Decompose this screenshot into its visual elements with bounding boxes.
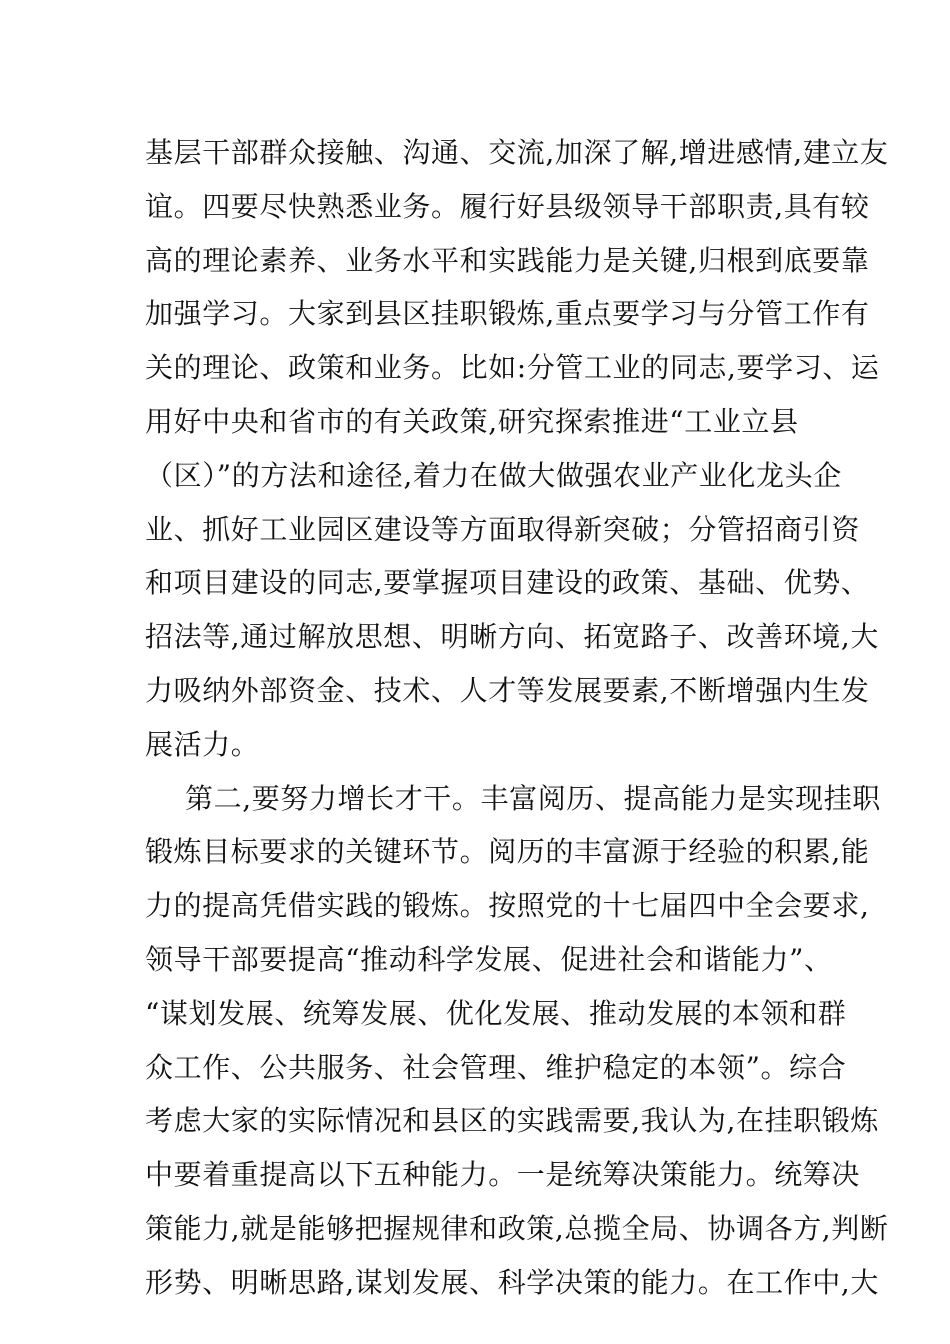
body-text bbox=[145, 126, 889, 1310]
text-line: 展活力。 bbox=[145, 727, 260, 761]
text-line: 谊。四要尽快熟悉业务。履行好县级领导干部职责,具有较 bbox=[145, 189, 870, 223]
text-line: （区）”的方法和途径,着力在做大做强农业产业化龙头企 bbox=[145, 458, 842, 492]
text-line: 力的提高凭借实践的锻炼。按照党的十七届四中全会要求, bbox=[145, 889, 870, 923]
text-line: 形势、明晰思路,谋划发展、科学决策的能力。在工作中,大 bbox=[145, 1265, 880, 1299]
text-line: 和项目建设的同志,要掌握项目建设的政策、基础、优势、 bbox=[145, 566, 870, 600]
text-line: 业、抓好工业园区建设等方面取得新突破；分管招商引资 bbox=[145, 512, 861, 546]
text-line: 加强学习。大家到县区挂职锻炼,重点要学习与分管工作有 bbox=[145, 297, 870, 331]
text-line: 众工作、公共服务、社会管理、维护稳定的本领”。综合 bbox=[145, 1050, 847, 1084]
text-line: 中要着重提高以下五种能力。一是统筹决策能力。统筹决 bbox=[145, 1158, 861, 1192]
text-line: “谋划发展、统筹发展、优化发展、推动发展的本领和群 bbox=[145, 996, 847, 1030]
text-line: 考虑大家的实际情况和县区的实践需要,我认为,在挂职锻炼 bbox=[145, 1104, 880, 1138]
text-line: 策能力,就是能够把握规律和政策,总揽全局、协调各方,判断 bbox=[145, 1211, 889, 1245]
paragraph-start-line: 第二,要努力增长才干。丰富阅历、提高能力是实现挂职 bbox=[185, 781, 881, 815]
text-line: 高的理论素养、业务水平和实践能力是关键,归根到底要靠 bbox=[145, 243, 870, 277]
text-line: 力吸纳外部资金、技术、人才等发展要素,不断增强内生发 bbox=[145, 673, 870, 707]
text-line: 用好中央和省市的有关政策,研究探索推进“工业立县 bbox=[145, 404, 799, 438]
text-line: 领导干部要提高“推动科学发展、促进社会和谐能力”、 bbox=[145, 942, 833, 976]
text-line: 关的理论、政策和业务。比如:分管工业的同志,要学习、运 bbox=[145, 351, 880, 385]
text-line: 招法等,通过解放思想、明晰方向、拓宽路子、改善环境,大 bbox=[145, 620, 880, 654]
text-line: 锻炼目标要求的关键环节。阅历的丰富源于经验的积累,能 bbox=[145, 835, 870, 869]
text-line: 基层干部群众接触、沟通、交流,加深了解,增进感情,建立友 bbox=[145, 136, 889, 169]
